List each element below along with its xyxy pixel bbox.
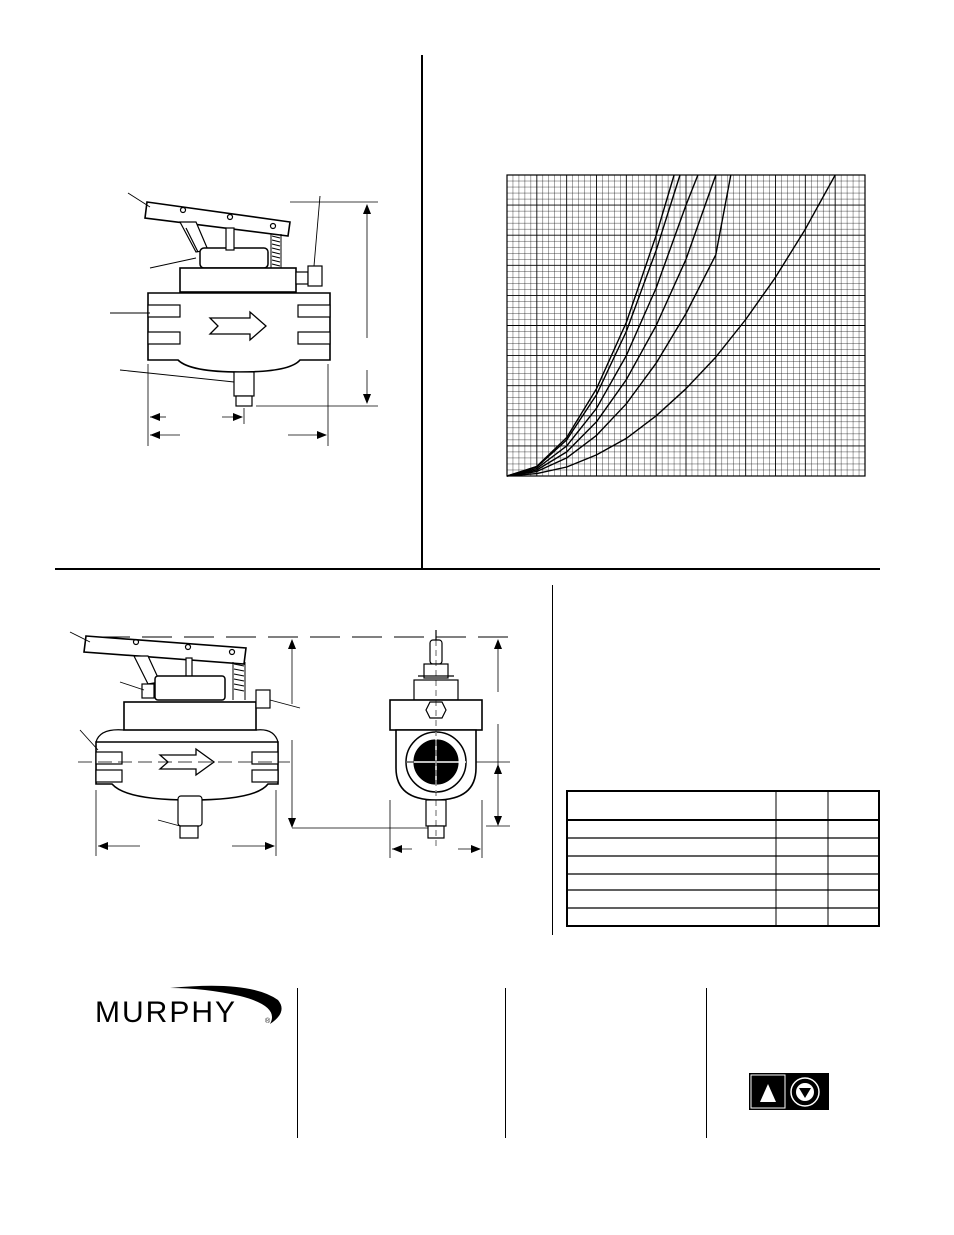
murphy-logo: MURPHY: [95, 996, 238, 1029]
registered-mark: ®: [265, 1018, 271, 1025]
